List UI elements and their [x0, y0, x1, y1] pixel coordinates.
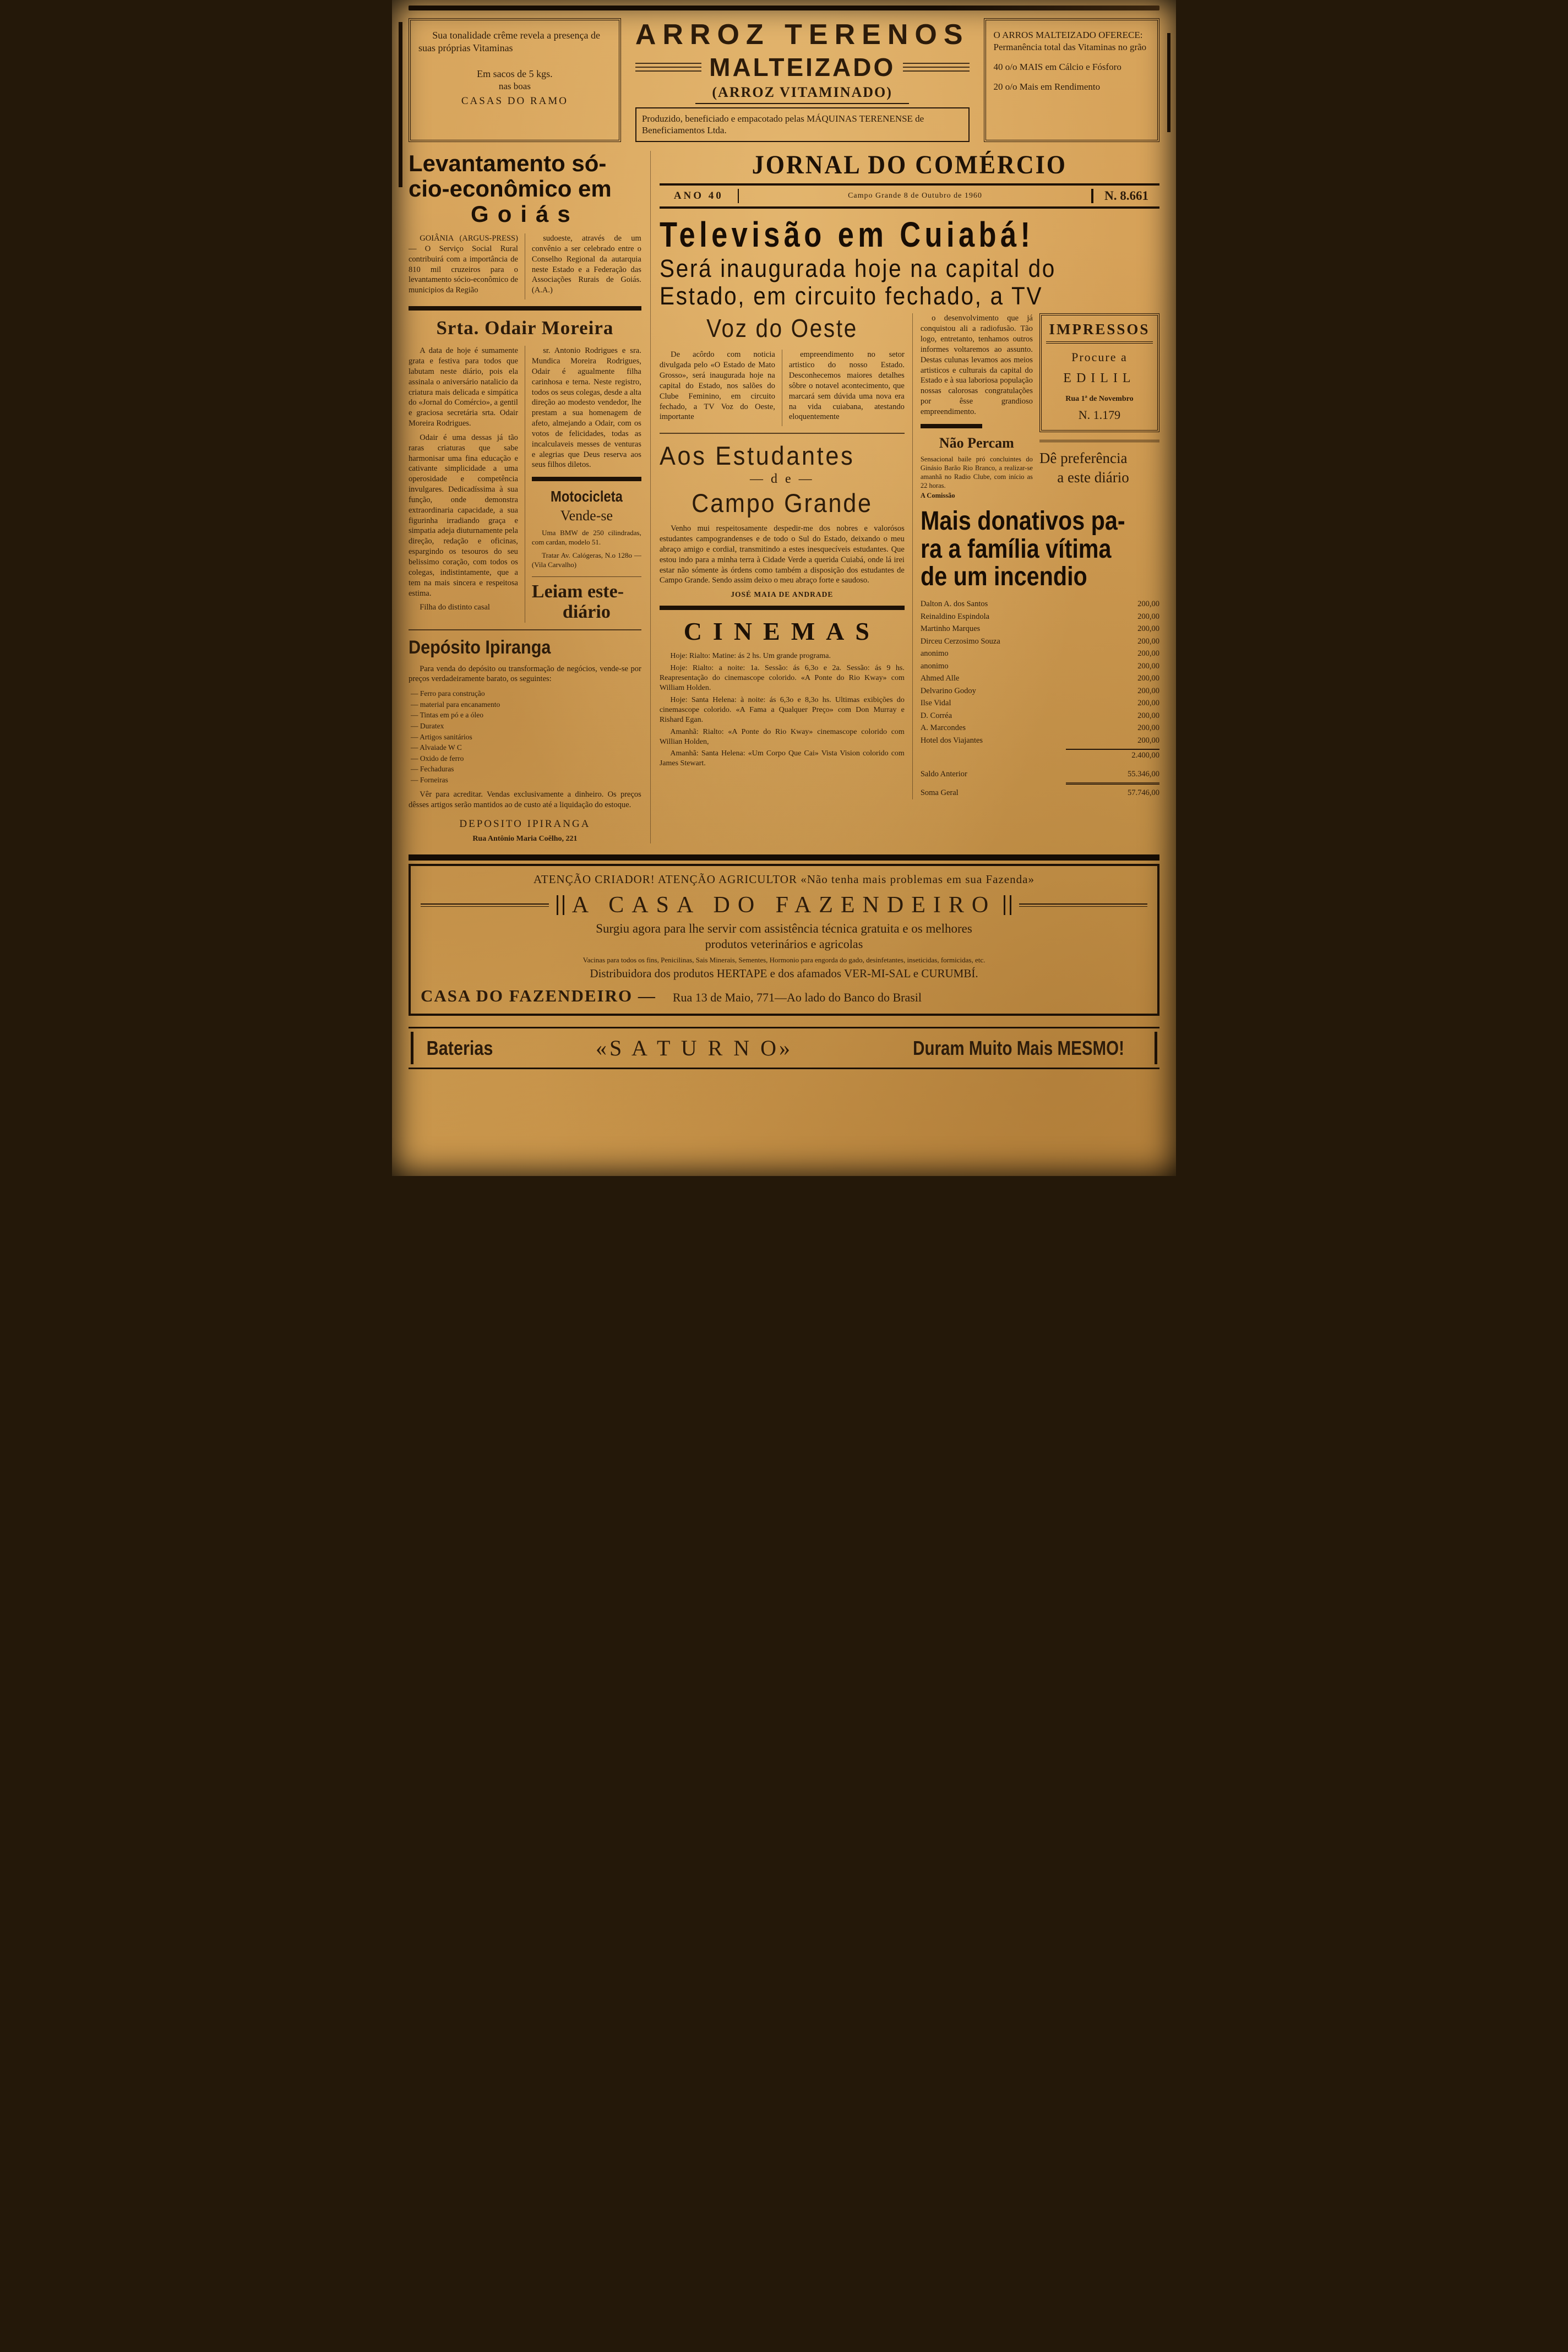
ad-arroz-footer: Produzido, beneficiado e empacotado pelas MÁQUINAS TERENENSE de Beneficiamentos Ltda.	[635, 107, 970, 142]
goias-col2: sudoeste, através de um convênio a ser celebrado entre o Conselho Regional da autarquia neste Estado e a Federação das Associações Rurais de Goiás. (A.A.)	[531, 234, 641, 295]
deposito-item: — Ferro para construção	[411, 688, 641, 699]
page-top-edge-rule	[409, 6, 1159, 10]
deposito-items	[411, 688, 641, 785]
ad-motocicleta	[532, 488, 641, 570]
donor-name: Martinho Marques	[920, 624, 981, 634]
donor-row	[921, 660, 1159, 672]
impressos-number: N. 1.179	[1078, 408, 1121, 422]
donor-name: anonimo	[920, 661, 949, 671]
voz-col2: empreendimento no setor artistico do nosso Estado. Desconhecemos maiores detalhes sôbre o notavel acontecimento, que marcará sem dúvida uma nova era na vida cuiabana, atestando eloquentemente	[788, 350, 905, 422]
nao-percam-signature: A Comissão	[920, 491, 955, 499]
left-column	[409, 151, 641, 844]
cinemas-item: Amanhã: Santa Helena: «Um Corpo Que Cai» Vista Vision colorido com James Stewart.	[659, 749, 905, 768]
donor-amount: 200,00	[1137, 624, 1159, 634]
donor-name: Hotel dos Viajantes	[920, 736, 983, 745]
decorative-dash-left	[421, 903, 549, 907]
donor-list	[921, 598, 1159, 747]
page-left-edge-rule	[399, 22, 402, 187]
odair-paragraph: Odair é uma dessas já tão raras criaturas que sabe harmonisar uma fina educação e cativante simplicidade a uma operosidade e competência invulgares. Dedicadíssima à sua função, onde demonstra extraordinaria capacidade, a sua figurinha irradiando graça e simpatia adeja diuturnamente pela direção, redação e oficinas, espargindo os tesouros do seu belissimo coração, com todos os colegas, indistintamente, que a tem na mais sincera e respeitosa estima.	[409, 433, 518, 598]
nao-percam-title: Não Percam	[939, 434, 1014, 451]
odair-paragraph: A data de hoje é sumamente grata e festiva para todos que labutam neste diário, pois ela assinala o aniversário natalicio da criatura mais delicada e simpática do «Jornal do Comércio», a gentil e graciosa secretária srta. Odair Moreira Rodrigues.	[409, 346, 518, 428]
deposito-item: — Tintas em pó e a óleo	[411, 710, 641, 721]
voz-article	[660, 350, 905, 426]
fazendeiro-line1: Surgiu agora para lhe servir com assistência técnica gratuita e os melhores	[596, 922, 972, 936]
saturno-brand: «S A T U R N O»	[596, 1036, 793, 1061]
ad-oferece-line2: 40 o/o MAIS em Cálcio e Fósforo	[993, 62, 1121, 73]
estudantes-headline3: Campo Grande	[691, 488, 873, 518]
saldo-label: Saldo Anterior	[920, 769, 967, 778]
donor-amount: 200,00	[1137, 600, 1159, 609]
tv-subheadline-line2: Estado, em circuito fechado, a TV	[659, 281, 1043, 310]
right-area	[650, 151, 1159, 844]
donor-amount: 200,00	[1137, 699, 1159, 708]
deposito-item: — Duratex	[411, 721, 641, 732]
cinemas-item: Amanhã: Rialto: «A Ponte do Rio Kway» cinemascope colorido com Willian Holden,	[659, 727, 905, 746]
depref-line1: Dê preferência	[1039, 450, 1128, 467]
ad-arroz-title: ARROZ TERENOS	[635, 19, 970, 51]
ad-casas-line3: nas boas	[498, 81, 531, 92]
donativos-headline-line3: de um incendio	[920, 562, 1087, 592]
heavy-rule	[409, 854, 1159, 861]
ad-oferece-line1: O ARROS MALTEIZADO OFERECE: Permanência total das Vitaminas no grão	[993, 30, 1147, 53]
ad-casas-line4: CASAS DO RAMO	[461, 95, 569, 107]
section-rule	[409, 306, 641, 311]
donativos-headline	[921, 508, 1126, 592]
odair-paragraph: Filha do distinto casal	[420, 603, 490, 612]
donor-name: Ahmed Alle	[920, 674, 960, 683]
donor-amount: 200,00	[1137, 674, 1159, 683]
depref-line2: a este diário	[1057, 469, 1129, 486]
top-ads-row	[409, 18, 1159, 142]
fazendeiro-address: Rua 13 de Maio, 771—Ao lado do Banco do Brasil	[672, 990, 922, 1005]
estudantes-signature: JOSÉ MAIA DE ANDRADE	[731, 590, 834, 599]
donor-amount: 200,00	[1137, 686, 1159, 695]
donor-row	[921, 623, 1159, 635]
donor-row	[921, 734, 1159, 747]
donor-amount: 200,00	[1137, 736, 1159, 745]
cinemas-item: Hoje: Santa Helena: à noite: ás 6,3o e 8,3o hs. Ultimas exibições do cinemascope colorido. «A Fama a Qualquer Preço» com Don Murray e Rishard Egan.	[659, 695, 905, 724]
donor-name: A. Marcondes	[920, 723, 966, 733]
donor-amount: 200,00	[1137, 649, 1159, 658]
donor-amount: 200,00	[1137, 661, 1159, 671]
goias-col1: GOIÂNIA (ARGUS-PRESS) — O Serviço Social Rural contribuirá com a importância de 810 mil cruzeiros para o levantamento sócio-econômico de municipios da Região	[409, 234, 518, 295]
donor-row	[921, 635, 1159, 647]
donativos-headline-line2: ra a família vítima	[920, 534, 1112, 564]
decorative-bars-left	[557, 895, 564, 915]
ad-casa-do-fazendeiro	[409, 854, 1159, 1016]
donor-row	[921, 611, 1159, 623]
ad-baterias-saturno	[409, 1027, 1159, 1069]
voz-continuation-column	[921, 313, 1033, 499]
donor-row	[921, 722, 1159, 734]
moto-title: Motocicleta	[550, 488, 623, 505]
odair-article	[409, 346, 641, 622]
donor-row	[921, 697, 1159, 709]
soma-row	[921, 787, 1159, 799]
newspaper-title: JORNAL DO COMÉRCIO	[752, 150, 1068, 179]
masthead-info-row	[660, 183, 1159, 209]
impressos-address: Rua 1ª de Novembro	[1065, 395, 1134, 404]
ad-arroz-terenos	[632, 18, 973, 142]
voz-col1: De acôrdo com noticia divulgada pelo «O Estado de Mato Grosso», será inaugurada hoje na capital do Estado, nos salões do Clube Feminino, em circuito fechado, a TV Voz do Oeste, importante	[659, 350, 775, 422]
goias-headline	[409, 151, 641, 227]
donativos-headline-line1: Mais donativos pa-	[920, 506, 1125, 536]
donor-name: Reinaldino Espindola	[920, 612, 990, 621]
decorative-bars-right	[1004, 895, 1011, 915]
saturno-slogan: Duram Muito Mais MESMO!	[913, 1036, 1124, 1059]
fazendeiro-line3: Vacinas para todos os fins, Penicilinas, Sais Minerais, Sementes, Hormonio para engorda do gado, desinfetantes, inseticidas, formicidas, etc.	[582, 956, 986, 965]
ad-oferece-line3: 20 o/o Mais em Rendimento	[993, 81, 1101, 92]
voz-col3: o desenvolvimento que já conquistou ali a radiofusão. Tão logo, entretanto, tenhamos outros informes voltaremos ao assunto. Destas culunas levamos aos meios artisticos e culturais da capital do Estado e à sua laboriosa população nossas calorosas congratulações por êsse grandioso empreendimento.	[920, 314, 1033, 416]
donor-amount: 200,00	[1137, 723, 1159, 733]
decorative-lines-right	[903, 63, 969, 72]
tv-headline: Televisão em Cuiabá!	[659, 214, 1035, 254]
estudantes-article	[660, 440, 905, 599]
fazendeiro-title: A CASA DO FAZENDEIRO	[571, 892, 997, 918]
donations-subtotal: 2.400,00	[1131, 750, 1159, 760]
deposito-address: Rua Antônio Maria Coêlho, 221	[472, 835, 578, 843]
impressos-line2: EDILIL	[1063, 371, 1136, 386]
donor-row	[921, 685, 1159, 697]
masthead-dateline: Campo Grande 8 de Outubro de 1960	[848, 191, 982, 200]
deposito-intro: Para venda do depósito ou transformação de negócios, vende-se por preços verdadeiramente barato, os seguintes:	[409, 664, 641, 684]
goias-headline-line1: Levantamento só-	[409, 150, 607, 176]
ad-arroz-title2: MALTEIZADO	[709, 53, 896, 81]
donor-amount: 200,00	[1137, 612, 1159, 621]
goias-article	[409, 233, 641, 300]
leiam-line1: Leiam este-	[531, 581, 624, 602]
sum-rule	[1066, 749, 1159, 750]
masthead-edition-number: N. 8.661	[1091, 189, 1159, 203]
donor-row	[921, 672, 1159, 684]
donor-name: anonimo	[920, 649, 949, 658]
saturno-word1: Baterias	[426, 1036, 493, 1059]
fazendeiro-line4: Distribuidora dos produtos HERTAPE e dos afamados VER-MI-SAL e CURUMBÍ.	[590, 967, 978, 981]
fazendeiro-attention-line: ATENÇÃO CRIADOR! ATENÇÃO AGRICULTOR «Não tenha mais problemas em sua Fazenda»	[533, 873, 1035, 886]
impressos-title: IMPRESSOS	[1046, 321, 1153, 344]
masthead-year: ANO 40	[673, 189, 723, 202]
deposito-title: Depósito Ipiranga	[409, 636, 551, 658]
deposito-name: DEPOSITO IPIRANGA	[459, 818, 591, 830]
goias-headline-line2: cio-econômico em	[409, 175, 612, 202]
soma-label: Soma Geral	[920, 788, 959, 798]
decorative-lines-left	[635, 63, 701, 72]
soma-amount: 57.746,00	[1128, 788, 1159, 798]
ad-arroz-subtitle: (ARROZ VITAMINADO)	[695, 83, 909, 104]
estudantes-headline2: — d e —	[750, 472, 814, 487]
deposito-item: — material para encanamento	[411, 699, 641, 710]
leiam-este-diario	[532, 576, 641, 623]
newspaper-page	[392, 0, 1176, 1176]
donor-row	[921, 647, 1159, 660]
cinemas-item: Hoje: Rialto: Matine: ás 2 hs. Um grande programa.	[670, 652, 831, 661]
center-column	[660, 313, 905, 799]
donor-name: D. Corréa	[920, 711, 952, 720]
page-right-edge-rule	[1167, 33, 1170, 132]
deposito-item: — Fechaduras	[411, 764, 641, 775]
impressos-line1: Procure a	[1071, 350, 1128, 364]
cinemas-section	[660, 617, 905, 769]
moto-subtitle: Vende-se	[560, 508, 613, 524]
ad-casas-text: Sua tonalidade crême revela a presença de suas próprias Vitaminas	[418, 30, 601, 54]
donor-row	[921, 710, 1159, 722]
deposito-item: — Artigos sanitários	[411, 732, 641, 743]
tv-subheadline-line1: Será inaugurada hoje na capital do	[659, 254, 1056, 282]
voz-do-oeste-title: Voz do Oeste	[706, 314, 858, 343]
deposito-note: Vêr para acreditar. Vendas exclusivamente a dinheiro. Os preços dêsses artigos serão mantidos ao de custo até a liquidação do estoque.	[409, 790, 641, 810]
nao-percam-notice	[921, 435, 1033, 500]
section-rule	[532, 477, 641, 481]
odair-col2: sr. Antonio Rodrigues e sra. Mundica Moreira Rodrigues, Odair é agualmente filha carinhosa e terna. Neste registro, todos os seus colegas, desde a alta direção ao modesto vendedor, lhe prestam a sua homenagem de afeto, almejando a Odair, com os votos de felicidades, todas as incalculaveis messes de venturas e alegrias que Deus reserva aos seus filhos diletos.	[531, 346, 641, 470]
masthead	[660, 151, 1159, 209]
nao-percam-body: Sensacional baile pró concluintes do Ginásio Barão Rio Branco, a realizar-se amanhã no Radio Clube, com início as 22 horas.	[920, 455, 1033, 490]
fazendeiro-store-name: CASA DO FAZENDEIRO —	[421, 986, 656, 1006]
cinemas-item: Hoje: Rialto: a noite: 1a. Sessão: ás 6,3o e 2a. Sessão: ás 9 hs. Reapresentação do cinemascope colorido. «A Ponte do Rio Kway» com William Holden.	[659, 664, 905, 692]
ad-impressos-edilil	[1039, 313, 1159, 432]
saldo-amount: 55.346,00	[1128, 769, 1159, 778]
donor-name: Dalton A. dos Santos	[920, 600, 988, 609]
leiam-line2: diário	[562, 602, 611, 623]
donor-amount: 200,00	[1137, 711, 1159, 720]
donor-name: Delvarino Godoy	[920, 686, 976, 695]
moto-contact: Tratar Av. Calógeras, N.o 128o — (Vila Carvalho)	[531, 551, 641, 569]
section-rule	[660, 606, 905, 610]
cinemas-title: CINEMAS	[683, 617, 880, 646]
donor-name: Ilse Vidal	[920, 699, 951, 708]
saldo-row	[921, 768, 1159, 780]
estudantes-body: Venho mui respeitosamente despedir-me dos nobres e valorósos estudantes campograndenses e de todo o Sul do Estado, deixando o meu abraço amigo e cordial, transmitindo a estes inesquecíveis estudantes. Que estou indo para a minha terra à Cidade Verde a querida Cuiabá, onde lá irei estar não sómente às órdens como também a disposição dos estudantes de Campo Grande. Sendo assim deixo o meu abraço forte e saudoso.	[659, 524, 905, 585]
donor-row	[921, 598, 1159, 610]
goias-headline-line3: Goiás	[471, 200, 579, 227]
donor-table	[921, 598, 1159, 799]
estudantes-headline1: Aos Estudantes	[659, 441, 855, 471]
de-preferencia-notice	[1039, 440, 1159, 487]
ad-casas-line2: Em sacos de 5 kgs.	[477, 68, 553, 79]
ad-casas-do-ramo	[409, 18, 621, 142]
ad-arros-oferece	[984, 18, 1159, 142]
section-rule	[660, 433, 905, 434]
moto-body: Uma BMW de 250 cilindradas, com cardan, modelo 51.	[531, 529, 641, 547]
deposito-item: — Alvaiade W C	[411, 742, 641, 753]
deposito-item: — Forneiras	[411, 775, 641, 786]
section-rule	[409, 629, 641, 630]
ad-deposito-ipiranga	[409, 637, 641, 843]
deposito-item: — Oxido de ferro	[411, 753, 641, 764]
donor-amount: 200,00	[1137, 636, 1159, 646]
section-rule	[921, 424, 982, 428]
odair-headline: Srta. Odair Moreira	[436, 317, 614, 339]
decorative-dash-right	[1019, 903, 1147, 907]
sum-double-rule	[1066, 782, 1159, 785]
fazendeiro-line2: produtos veterinários e agricolas	[705, 937, 863, 951]
donor-name: Dirceu Cerzosimo Souza	[920, 636, 1000, 646]
right-rail	[912, 313, 1159, 799]
